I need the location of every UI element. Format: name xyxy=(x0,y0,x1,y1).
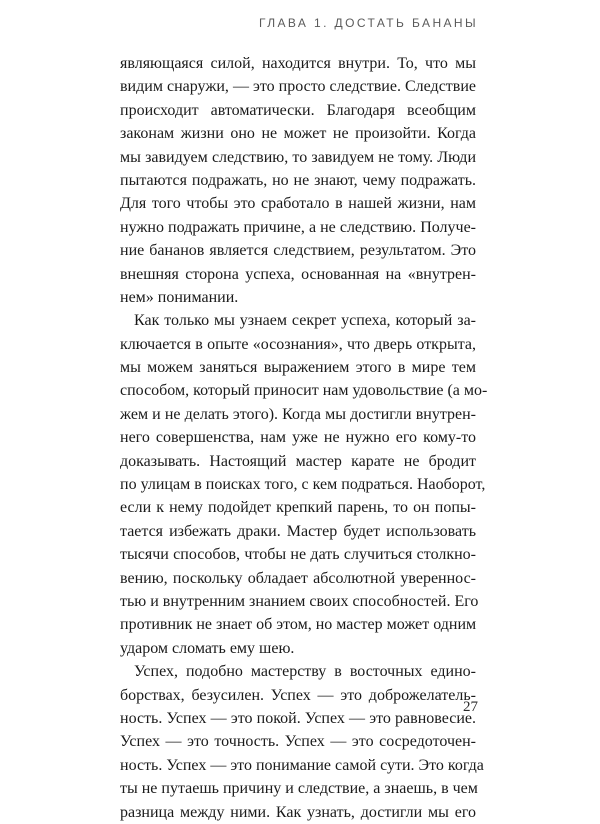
text-line: ударом сломать ему шею. xyxy=(120,639,295,657)
running-head: ГЛАВА 1. ДОСТАТЬ БАНАНЫ xyxy=(258,16,478,30)
text-line: мы можем заняться выражением этого в мире тем xyxy=(120,359,476,377)
text-line: ключается в опыте «осознания», что дверь открыта, xyxy=(120,335,476,353)
text-line: мы завидуем следствию, то завидуем не тому. Люди xyxy=(120,148,476,166)
text-line: являющаяся силой, находится внутри. То, что мы xyxy=(120,55,476,72)
text-line: нужно подражать причине, а не следствию. Получе- xyxy=(120,218,476,236)
body-text xyxy=(120,52,488,824)
text-line: Успех — это точность. Успех — это сосредоточен- xyxy=(120,733,476,751)
text-line: жем и не делать этого). Когда мы достигли внутрен- xyxy=(120,405,476,423)
text-line: законам жизни оно не может не произойти. Когда xyxy=(120,125,476,143)
text-line: вению, поскольку обладает абсолютной увереннос- xyxy=(120,569,476,587)
text-line: тысячи способов, чтобы не дать случиться столкно- xyxy=(120,546,476,564)
text-line: ние бананов является следствием, результатом. Это xyxy=(120,242,476,260)
text-line: пытаются подражать, но не знают, чему подражать. xyxy=(120,171,476,189)
text-line: Для того чтобы это сработало в нашей жизни, нам xyxy=(120,195,476,213)
text-line: противник не знает об этом, но мастер может одним xyxy=(120,616,477,634)
page-number: 27 xyxy=(463,699,478,715)
text-line: тается избежать драки. Мастер будет использовать xyxy=(120,522,476,540)
text-line: внешняя сторона успеха, основанная на «внутрен- xyxy=(120,265,476,283)
text-line: способом, который приносит нам удовольствие (а мо- xyxy=(120,382,488,400)
paragraph-start: Успех, подобно мастерству в восточных едино- xyxy=(134,663,476,681)
text-line: происходит автоматически. Благодаря всеобщим xyxy=(120,101,476,119)
paragraph-start: Как только мы узнаем секрет успеха, который за- xyxy=(134,312,476,330)
text-line: ность. Успех — это покой. Успех — это равновесие. xyxy=(120,709,476,727)
text-line: нем» понимании. xyxy=(120,288,239,306)
text-line: него совершенства, нам уже не нужно его кому-то xyxy=(120,429,476,447)
text-line: тью и внутренним знанием своих способностей. Его xyxy=(120,592,479,610)
text-line: по улицам в поисках того, с кем подраться. Наоборот, xyxy=(120,476,486,494)
text-line: ты не путаешь причину и следствие, а знаешь, в чем xyxy=(120,780,478,798)
text-line: ность. Успех — это понимание самой сути. Это когда xyxy=(120,756,484,774)
text-line: доказывать. Настоящий мастер карате не бродит xyxy=(120,452,476,470)
text-line: видим снаружи, — это просто следствие. Следствие xyxy=(120,78,476,96)
text-line: если к нему подойдет крепкий парень, то он попы- xyxy=(120,499,476,517)
text-line: борствах, безусилен. Успех — это доброжелатель- xyxy=(120,686,476,704)
text-line: разница между ними. Как узнать, достигли мы его xyxy=(120,803,476,821)
